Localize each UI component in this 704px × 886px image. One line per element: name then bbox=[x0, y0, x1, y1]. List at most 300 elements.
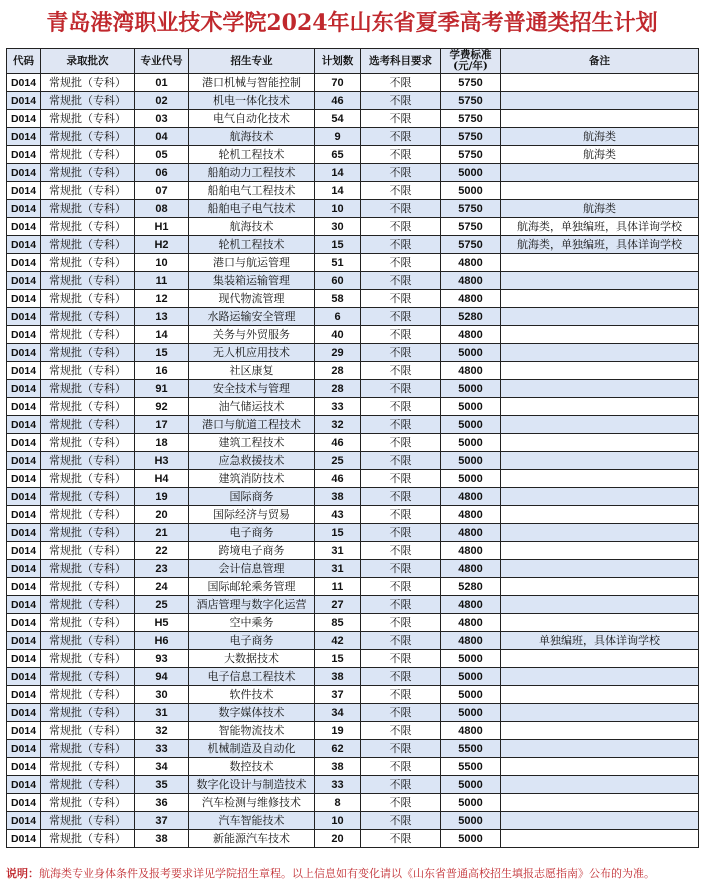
cell-remarks bbox=[501, 722, 699, 740]
cell-subject-requirement: 不限 bbox=[361, 434, 441, 452]
cell-subject-requirement: 不限 bbox=[361, 182, 441, 200]
cell-major-code: 92 bbox=[135, 398, 189, 416]
cell-school-code: D014 bbox=[7, 182, 41, 200]
cell-remarks bbox=[501, 326, 699, 344]
cell-subject-requirement: 不限 bbox=[361, 722, 441, 740]
table-row bbox=[7, 146, 699, 164]
cell-admission-batch: 常规批（专科） bbox=[41, 182, 135, 200]
cell-school-code: D014 bbox=[7, 776, 41, 794]
cell-admission-batch: 常规批（专科） bbox=[41, 290, 135, 308]
cell-major: 数字化设计与制造技术 bbox=[189, 776, 315, 794]
cell-major: 现代物流管理 bbox=[189, 290, 315, 308]
cell-major-code: 38 bbox=[135, 830, 189, 848]
cell-subject-requirement: 不限 bbox=[361, 794, 441, 812]
header-subject-requirement: 选考科目要求 bbox=[361, 49, 441, 74]
cell-remarks bbox=[501, 92, 699, 110]
cell-plan-count: 14 bbox=[315, 182, 361, 200]
cell-subject-requirement: 不限 bbox=[361, 506, 441, 524]
cell-remarks bbox=[501, 362, 699, 380]
cell-school-code: D014 bbox=[7, 524, 41, 542]
cell-plan-count: 31 bbox=[315, 542, 361, 560]
cell-school-code: D014 bbox=[7, 722, 41, 740]
cell-remarks bbox=[501, 524, 699, 542]
cell-tuition: 5280 bbox=[441, 308, 501, 326]
cell-admission-batch: 常规批（专科） bbox=[41, 452, 135, 470]
cell-major: 酒店管理与数字化运营 bbox=[189, 596, 315, 614]
cell-subject-requirement: 不限 bbox=[361, 272, 441, 290]
cell-admission-batch: 常规批（专科） bbox=[41, 488, 135, 506]
cell-major: 电子商务 bbox=[189, 524, 315, 542]
cell-major-code: 94 bbox=[135, 668, 189, 686]
cell-remarks bbox=[501, 776, 699, 794]
cell-tuition: 5000 bbox=[441, 776, 501, 794]
cell-subject-requirement: 不限 bbox=[361, 110, 441, 128]
cell-major-code: 05 bbox=[135, 146, 189, 164]
cell-remarks bbox=[501, 470, 699, 488]
cell-tuition: 4800 bbox=[441, 542, 501, 560]
cell-school-code: D014 bbox=[7, 596, 41, 614]
cell-admission-batch: 常规批（专科） bbox=[41, 218, 135, 236]
cell-remarks bbox=[501, 758, 699, 776]
cell-major-code: 32 bbox=[135, 722, 189, 740]
cell-tuition: 4800 bbox=[441, 632, 501, 650]
table-row bbox=[7, 128, 699, 146]
table-row bbox=[7, 416, 699, 434]
cell-plan-count: 15 bbox=[315, 236, 361, 254]
cell-school-code: D014 bbox=[7, 740, 41, 758]
cell-subject-requirement: 不限 bbox=[361, 74, 441, 92]
cell-major-code: H2 bbox=[135, 236, 189, 254]
cell-school-code: D014 bbox=[7, 290, 41, 308]
cell-admission-batch: 常规批（专科） bbox=[41, 434, 135, 452]
cell-major-code: 16 bbox=[135, 362, 189, 380]
cell-tuition: 5000 bbox=[441, 650, 501, 668]
cell-remarks bbox=[501, 182, 699, 200]
cell-admission-batch: 常规批（专科） bbox=[41, 596, 135, 614]
footnote-text: 航海类专业身体条件及报考要求详见学院招生章程。以上信息如有变化请以《山东省普通高校招生填报志愿指南》公布的为准。 bbox=[39, 867, 655, 880]
cell-major-code: 08 bbox=[135, 200, 189, 218]
table-row bbox=[7, 542, 699, 560]
cell-remarks bbox=[501, 254, 699, 272]
table-row bbox=[7, 182, 699, 200]
cell-major: 软件技术 bbox=[189, 686, 315, 704]
cell-major: 汽车检测与维修技术 bbox=[189, 794, 315, 812]
cell-major-code: 10 bbox=[135, 254, 189, 272]
table-row bbox=[7, 92, 699, 110]
cell-tuition: 5280 bbox=[441, 578, 501, 596]
footnote-label: 说明： bbox=[6, 867, 39, 880]
cell-major: 智能物流技术 bbox=[189, 722, 315, 740]
cell-plan-count: 43 bbox=[315, 506, 361, 524]
table-row bbox=[7, 686, 699, 704]
cell-admission-batch: 常规批（专科） bbox=[41, 704, 135, 722]
cell-tuition: 4800 bbox=[441, 506, 501, 524]
cell-major: 国际经济与贸易 bbox=[189, 506, 315, 524]
cell-school-code: D014 bbox=[7, 272, 41, 290]
cell-admission-batch: 常规批（专科） bbox=[41, 686, 135, 704]
cell-school-code: D014 bbox=[7, 164, 41, 182]
cell-subject-requirement: 不限 bbox=[361, 488, 441, 506]
cell-remarks bbox=[501, 506, 699, 524]
cell-tuition: 4800 bbox=[441, 614, 501, 632]
cell-major-code: 91 bbox=[135, 380, 189, 398]
cell-major-code: 33 bbox=[135, 740, 189, 758]
cell-major-code: 14 bbox=[135, 326, 189, 344]
cell-major: 集装箱运输管理 bbox=[189, 272, 315, 290]
cell-major: 轮机工程技术 bbox=[189, 236, 315, 254]
table-row bbox=[7, 596, 699, 614]
cell-plan-count: 46 bbox=[315, 92, 361, 110]
table-row bbox=[7, 740, 699, 758]
cell-school-code: D014 bbox=[7, 236, 41, 254]
cell-admission-batch: 常规批（专科） bbox=[41, 362, 135, 380]
cell-subject-requirement: 不限 bbox=[361, 308, 441, 326]
header-major-code: 专业代号 bbox=[135, 49, 189, 74]
table-row bbox=[7, 290, 699, 308]
cell-plan-count: 62 bbox=[315, 740, 361, 758]
cell-admission-batch: 常规批（专科） bbox=[41, 578, 135, 596]
cell-tuition: 4800 bbox=[441, 326, 501, 344]
cell-remarks bbox=[501, 398, 699, 416]
table-row bbox=[7, 308, 699, 326]
cell-school-code: D014 bbox=[7, 416, 41, 434]
table-row bbox=[7, 74, 699, 92]
cell-remarks bbox=[501, 740, 699, 758]
table-row bbox=[7, 650, 699, 668]
cell-plan-count: 8 bbox=[315, 794, 361, 812]
cell-tuition: 5000 bbox=[441, 668, 501, 686]
cell-admission-batch: 常规批（专科） bbox=[41, 560, 135, 578]
cell-major: 跨境电子商务 bbox=[189, 542, 315, 560]
cell-plan-count: 51 bbox=[315, 254, 361, 272]
cell-admission-batch: 常规批（专科） bbox=[41, 812, 135, 830]
cell-tuition: 5000 bbox=[441, 470, 501, 488]
cell-major: 空中乘务 bbox=[189, 614, 315, 632]
cell-school-code: D014 bbox=[7, 146, 41, 164]
cell-tuition: 5750 bbox=[441, 218, 501, 236]
table-row bbox=[7, 200, 699, 218]
table-row bbox=[7, 380, 699, 398]
cell-subject-requirement: 不限 bbox=[361, 542, 441, 560]
cell-major: 轮机工程技术 bbox=[189, 146, 315, 164]
cell-subject-requirement: 不限 bbox=[361, 128, 441, 146]
cell-tuition: 5750 bbox=[441, 236, 501, 254]
cell-tuition: 5750 bbox=[441, 128, 501, 146]
cell-admission-batch: 常规批（专科） bbox=[41, 146, 135, 164]
table-row bbox=[7, 722, 699, 740]
table-row bbox=[7, 524, 699, 542]
cell-admission-batch: 常规批（专科） bbox=[41, 200, 135, 218]
table-row bbox=[7, 830, 699, 848]
cell-major: 机械制造及自动化 bbox=[189, 740, 315, 758]
cell-subject-requirement: 不限 bbox=[361, 740, 441, 758]
cell-subject-requirement: 不限 bbox=[361, 704, 441, 722]
cell-subject-requirement: 不限 bbox=[361, 776, 441, 794]
cell-admission-batch: 常规批（专科） bbox=[41, 524, 135, 542]
table-row bbox=[7, 506, 699, 524]
cell-remarks bbox=[501, 686, 699, 704]
cell-tuition: 5750 bbox=[441, 146, 501, 164]
cell-admission-batch: 常规批（专科） bbox=[41, 650, 135, 668]
cell-plan-count: 85 bbox=[315, 614, 361, 632]
cell-plan-count: 58 bbox=[315, 290, 361, 308]
table-row bbox=[7, 326, 699, 344]
table-row bbox=[7, 614, 699, 632]
cell-remarks: 航海类，单独编班，具体详询学校 bbox=[501, 236, 699, 254]
table-row bbox=[7, 434, 699, 452]
cell-major-code: 17 bbox=[135, 416, 189, 434]
cell-subject-requirement: 不限 bbox=[361, 758, 441, 776]
cell-remarks bbox=[501, 614, 699, 632]
cell-subject-requirement: 不限 bbox=[361, 632, 441, 650]
cell-school-code: D014 bbox=[7, 380, 41, 398]
table-row bbox=[7, 362, 699, 380]
cell-admission-batch: 常规批（专科） bbox=[41, 470, 135, 488]
cell-major-code: 31 bbox=[135, 704, 189, 722]
cell-subject-requirement: 不限 bbox=[361, 686, 441, 704]
cell-plan-count: 38 bbox=[315, 668, 361, 686]
cell-tuition: 5000 bbox=[441, 380, 501, 398]
cell-admission-batch: 常规批（专科） bbox=[41, 794, 135, 812]
cell-plan-count: 33 bbox=[315, 398, 361, 416]
cell-subject-requirement: 不限 bbox=[361, 254, 441, 272]
table-row bbox=[7, 452, 699, 470]
cell-subject-requirement: 不限 bbox=[361, 524, 441, 542]
cell-remarks bbox=[501, 416, 699, 434]
cell-plan-count: 25 bbox=[315, 452, 361, 470]
cell-subject-requirement: 不限 bbox=[361, 470, 441, 488]
cell-subject-requirement: 不限 bbox=[361, 560, 441, 578]
header-major: 招生专业 bbox=[189, 49, 315, 74]
cell-tuition: 4800 bbox=[441, 722, 501, 740]
cell-admission-batch: 常规批（专科） bbox=[41, 506, 135, 524]
cell-plan-count: 15 bbox=[315, 524, 361, 542]
cell-remarks: 单独编班，具体详询学校 bbox=[501, 632, 699, 650]
cell-major-code: H5 bbox=[135, 614, 189, 632]
table-row bbox=[7, 812, 699, 830]
cell-major: 安全技术与管理 bbox=[189, 380, 315, 398]
cell-admission-batch: 常规批（专科） bbox=[41, 74, 135, 92]
cell-school-code: D014 bbox=[7, 74, 41, 92]
cell-major-code: 35 bbox=[135, 776, 189, 794]
cell-tuition: 4800 bbox=[441, 596, 501, 614]
cell-subject-requirement: 不限 bbox=[361, 452, 441, 470]
cell-major: 汽车智能技术 bbox=[189, 812, 315, 830]
header-tuition: 学费标准 (元/年) bbox=[441, 49, 501, 74]
cell-tuition: 5000 bbox=[441, 686, 501, 704]
cell-admission-batch: 常规批（专科） bbox=[41, 632, 135, 650]
cell-school-code: D014 bbox=[7, 218, 41, 236]
cell-subject-requirement: 不限 bbox=[361, 812, 441, 830]
cell-remarks bbox=[501, 704, 699, 722]
cell-major: 国际邮轮乘务管理 bbox=[189, 578, 315, 596]
cell-subject-requirement: 不限 bbox=[361, 344, 441, 362]
page-title: 青岛港湾职业技术学院2024年山东省夏季高考普通类招生计划 bbox=[46, 10, 658, 36]
cell-major-code: H1 bbox=[135, 218, 189, 236]
cell-subject-requirement: 不限 bbox=[361, 830, 441, 848]
cell-plan-count: 38 bbox=[315, 758, 361, 776]
cell-plan-count: 33 bbox=[315, 776, 361, 794]
cell-admission-batch: 常规批（专科） bbox=[41, 272, 135, 290]
cell-major: 会计信息管理 bbox=[189, 560, 315, 578]
cell-major-code: 93 bbox=[135, 650, 189, 668]
cell-remarks bbox=[501, 308, 699, 326]
cell-plan-count: 10 bbox=[315, 200, 361, 218]
cell-major-code: 21 bbox=[135, 524, 189, 542]
table-row bbox=[7, 236, 699, 254]
cell-admission-batch: 常规批（专科） bbox=[41, 110, 135, 128]
cell-remarks bbox=[501, 560, 699, 578]
cell-admission-batch: 常规批（专科） bbox=[41, 740, 135, 758]
cell-major: 数字媒体技术 bbox=[189, 704, 315, 722]
cell-tuition: 5000 bbox=[441, 182, 501, 200]
cell-major-code: 36 bbox=[135, 794, 189, 812]
cell-school-code: D014 bbox=[7, 560, 41, 578]
cell-major-code: 24 bbox=[135, 578, 189, 596]
cell-admission-batch: 常规批（专科） bbox=[41, 308, 135, 326]
cell-major-code: 07 bbox=[135, 182, 189, 200]
cell-remarks bbox=[501, 164, 699, 182]
cell-school-code: D014 bbox=[7, 668, 41, 686]
table-row bbox=[7, 758, 699, 776]
cell-admission-batch: 常规批（专科） bbox=[41, 668, 135, 686]
table-row bbox=[7, 488, 699, 506]
cell-major: 社区康复 bbox=[189, 362, 315, 380]
cell-major-code: 12 bbox=[135, 290, 189, 308]
cell-remarks bbox=[501, 578, 699, 596]
cell-admission-batch: 常规批（专科） bbox=[41, 236, 135, 254]
table-body bbox=[7, 74, 699, 848]
cell-tuition: 5500 bbox=[441, 740, 501, 758]
cell-major: 数控技术 bbox=[189, 758, 315, 776]
cell-major: 建筑工程技术 bbox=[189, 434, 315, 452]
cell-major: 港口与航运管理 bbox=[189, 254, 315, 272]
cell-major: 油气储运技术 bbox=[189, 398, 315, 416]
cell-school-code: D014 bbox=[7, 704, 41, 722]
cell-remarks bbox=[501, 596, 699, 614]
cell-admission-batch: 常规批（专科） bbox=[41, 380, 135, 398]
cell-plan-count: 20 bbox=[315, 830, 361, 848]
cell-tuition: 4800 bbox=[441, 488, 501, 506]
cell-tuition: 5000 bbox=[441, 452, 501, 470]
cell-major-code: 06 bbox=[135, 164, 189, 182]
cell-admission-batch: 常规批（专科） bbox=[41, 614, 135, 632]
cell-major: 国际商务 bbox=[189, 488, 315, 506]
header-remarks: 备注 bbox=[501, 49, 699, 74]
cell-major: 应急救援技术 bbox=[189, 452, 315, 470]
cell-remarks: 航海类，单独编班，具体详询学校 bbox=[501, 218, 699, 236]
cell-tuition: 5750 bbox=[441, 110, 501, 128]
cell-plan-count: 9 bbox=[315, 128, 361, 146]
cell-remarks bbox=[501, 434, 699, 452]
cell-tuition: 5750 bbox=[441, 92, 501, 110]
table-row bbox=[7, 632, 699, 650]
cell-tuition: 4800 bbox=[441, 524, 501, 542]
cell-admission-batch: 常规批（专科） bbox=[41, 776, 135, 794]
cell-admission-batch: 常规批（专科） bbox=[41, 722, 135, 740]
cell-plan-count: 19 bbox=[315, 722, 361, 740]
cell-major-code: 37 bbox=[135, 812, 189, 830]
cell-major: 建筑消防技术 bbox=[189, 470, 315, 488]
cell-plan-count: 60 bbox=[315, 272, 361, 290]
cell-school-code: D014 bbox=[7, 452, 41, 470]
table-row bbox=[7, 254, 699, 272]
cell-subject-requirement: 不限 bbox=[361, 200, 441, 218]
cell-major-code: H6 bbox=[135, 632, 189, 650]
cell-plan-count: 14 bbox=[315, 164, 361, 182]
cell-plan-count: 46 bbox=[315, 434, 361, 452]
cell-school-code: D014 bbox=[7, 200, 41, 218]
cell-tuition: 5750 bbox=[441, 74, 501, 92]
cell-plan-count: 10 bbox=[315, 812, 361, 830]
cell-tuition: 4800 bbox=[441, 362, 501, 380]
cell-major-code: 19 bbox=[135, 488, 189, 506]
cell-major: 无人机应用技术 bbox=[189, 344, 315, 362]
cell-major: 船舶电子电气技术 bbox=[189, 200, 315, 218]
cell-remarks bbox=[501, 830, 699, 848]
cell-plan-count: 42 bbox=[315, 632, 361, 650]
cell-school-code: D014 bbox=[7, 758, 41, 776]
cell-subject-requirement: 不限 bbox=[361, 362, 441, 380]
cell-remarks: 航海类 bbox=[501, 146, 699, 164]
cell-remarks bbox=[501, 110, 699, 128]
cell-plan-count: 30 bbox=[315, 218, 361, 236]
cell-school-code: D014 bbox=[7, 794, 41, 812]
cell-remarks bbox=[501, 290, 699, 308]
cell-major-code: 23 bbox=[135, 560, 189, 578]
cell-plan-count: 6 bbox=[315, 308, 361, 326]
cell-remarks bbox=[501, 452, 699, 470]
table-row bbox=[7, 776, 699, 794]
cell-tuition: 4800 bbox=[441, 290, 501, 308]
cell-remarks bbox=[501, 272, 699, 290]
cell-subject-requirement: 不限 bbox=[361, 398, 441, 416]
cell-major: 航海技术 bbox=[189, 128, 315, 146]
cell-tuition: 5500 bbox=[441, 758, 501, 776]
table-row bbox=[7, 704, 699, 722]
cell-plan-count: 37 bbox=[315, 686, 361, 704]
cell-plan-count: 70 bbox=[315, 74, 361, 92]
cell-major: 关务与外贸服务 bbox=[189, 326, 315, 344]
cell-major: 航海技术 bbox=[189, 218, 315, 236]
cell-plan-count: 46 bbox=[315, 470, 361, 488]
cell-major: 船舶电气工程技术 bbox=[189, 182, 315, 200]
cell-school-code: D014 bbox=[7, 398, 41, 416]
cell-major-code: 03 bbox=[135, 110, 189, 128]
cell-plan-count: 31 bbox=[315, 560, 361, 578]
cell-school-code: D014 bbox=[7, 506, 41, 524]
header-plan-count: 计划数 bbox=[315, 49, 361, 74]
cell-major-code: 20 bbox=[135, 506, 189, 524]
cell-subject-requirement: 不限 bbox=[361, 650, 441, 668]
cell-admission-batch: 常规批（专科） bbox=[41, 326, 135, 344]
cell-admission-batch: 常规批（专科） bbox=[41, 416, 135, 434]
cell-admission-batch: 常规批（专科） bbox=[41, 398, 135, 416]
cell-subject-requirement: 不限 bbox=[361, 596, 441, 614]
cell-major-code: 02 bbox=[135, 92, 189, 110]
cell-major-code: 11 bbox=[135, 272, 189, 290]
cell-school-code: D014 bbox=[7, 128, 41, 146]
cell-school-code: D014 bbox=[7, 254, 41, 272]
cell-school-code: D014 bbox=[7, 614, 41, 632]
cell-tuition: 4800 bbox=[441, 272, 501, 290]
cell-admission-batch: 常规批（专科） bbox=[41, 758, 135, 776]
cell-major: 港口机械与智能控制 bbox=[189, 74, 315, 92]
cell-remarks bbox=[501, 650, 699, 668]
cell-school-code: D014 bbox=[7, 686, 41, 704]
cell-school-code: D014 bbox=[7, 434, 41, 452]
cell-plan-count: 34 bbox=[315, 704, 361, 722]
